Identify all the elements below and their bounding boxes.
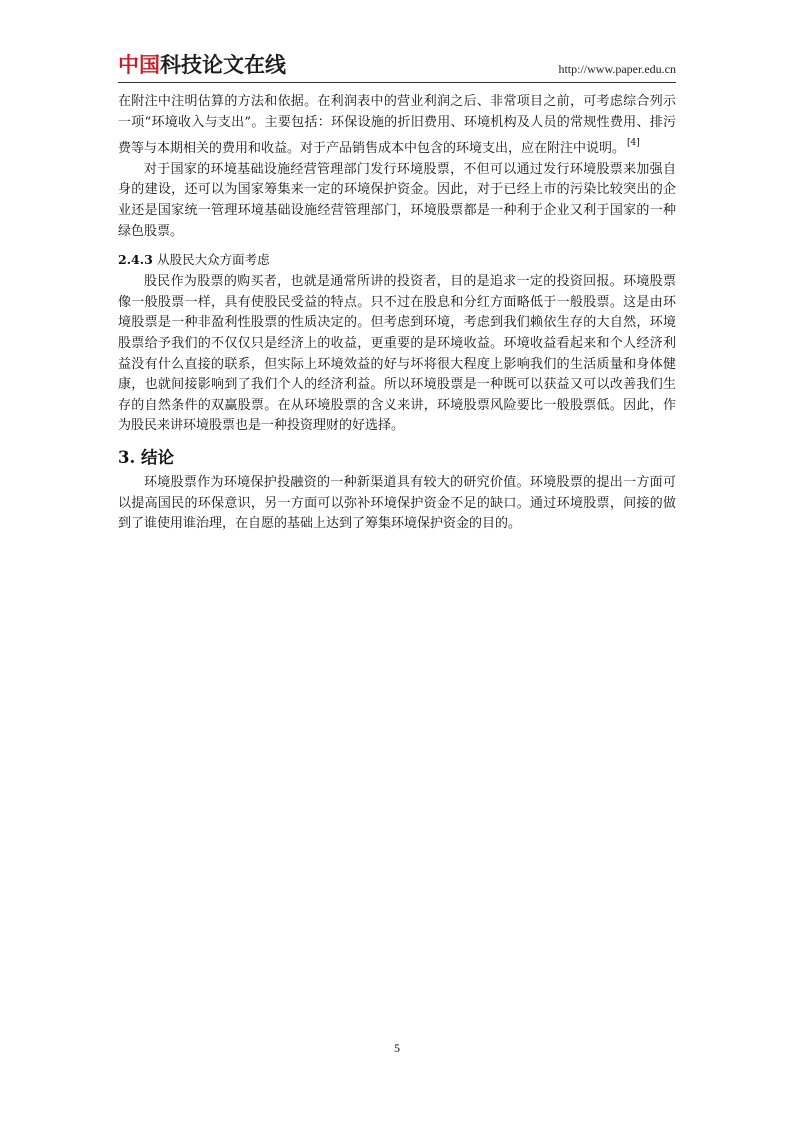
logo-red-text: 中国 xyxy=(118,53,160,77)
section-heading-conclusion: 3. 结论 xyxy=(118,447,174,467)
section-number: 2.4.3 xyxy=(118,252,153,268)
paragraph-2: 对于国家的环境基础设施经营管理部门发行环境股票，不但可以通过发行环境股票来加强自身的建设，还可以为国家筹集来一定的环境保护资金。因此，对于已经上市的污染比较突出的企业还是国家统一管理环境基础设施经营管理部门，环境股票都是一种利于企业又利于国家的一种绿色股票。 xyxy=(118,161,676,239)
section-heading-2-4-3 xyxy=(118,250,676,270)
paragraph-1 xyxy=(118,92,676,160)
paper-body xyxy=(118,92,676,535)
paragraph-3: 股民作为股票的购买者，也就是通常所讲的投资者，目的是追求一定的投资回报。环境股票像一般股票一样，具有使股民受益的特点。只不过在股息和分红方面略低于一般股票。这是由环境股票是一种非盈利性股票的性质决定的。但考虑到环境，考虑到我们赖依生存的大自然，环境股票给予我们的不仅仅只是经济上的收益，更重要的是环境收益。环境收益看起来和个人经济利益没有什么直接的联系，但实际上环境效益的好与坏将很大程度上影响我们的生活质量和身体健康，也就间接影响到了我们个人的经济利益。所以环境股票是一种既可以获益又可以改善我们生存的自然条件的双赢股票。在从环境股票的含义来讲，环境股票风险要比一般股票低。因此，作为股民来讲环境股票也是一种投资理财的好选择。 xyxy=(118,274,676,434)
header-divider xyxy=(118,82,676,83)
paragraph-4: 环境股票作为环境保护投融资的一种新渠道具有较大的研究价值。环境股票的提出一方面可以提高国民的环保意识，另一方面可以弥补环境保护资金不足的缺口。通过环境股票，间接的做到了谁使用谁治理，在自愿的基础上达到了筹集环境保护资金的目的。 xyxy=(118,474,676,532)
site-logo xyxy=(118,52,286,78)
paragraph-1-text: 在附注中注明估算的方法和依据。在利润表中的营业利润之后、非常项目之前，可考虑综合列示一项“环境收入与支出”。主要包括：环保设施的折旧费用、环境机构及人员的常规性费用、排污费等与本期相关的费用和收益。对于产品销售成本中包含的环境支出，应在附注中说明。 xyxy=(118,94,676,157)
page-header xyxy=(118,52,676,82)
section-title: 从股民大众方面考虑 xyxy=(157,252,270,268)
citation-ref: [4] xyxy=(627,138,640,149)
logo-dark-text: 科技论文在线 xyxy=(160,53,286,77)
header-url: http://www.paper.edu.cn xyxy=(558,62,676,76)
page-number: 5 xyxy=(394,1041,400,1055)
